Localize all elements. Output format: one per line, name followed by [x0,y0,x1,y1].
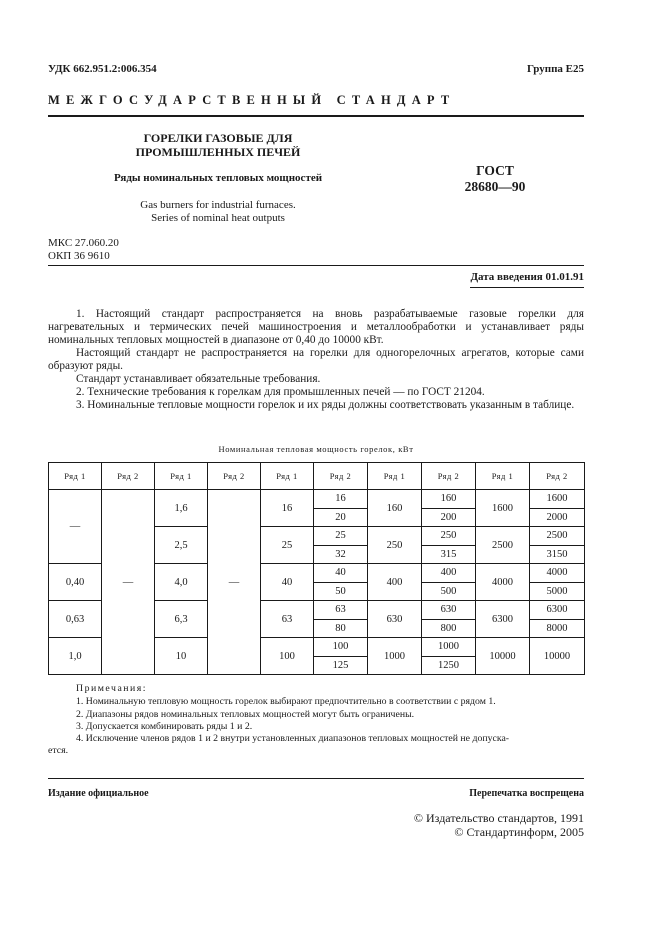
header-cell: Ряд 2 [530,463,585,490]
gost-number: 28680—90 [464,179,526,194]
paragraph-2: Настоящий стандарт не распространяется на горелки для одногорелочных агрегатов, которые сами образуют ряды. [48,347,584,372]
table-cell: 630 [422,601,476,620]
gost-designation [440,163,550,195]
header-cell: Ряд 2 [422,463,476,490]
group-code: Группа Е25 [526,63,584,75]
table-cell: 400 [368,564,422,601]
table-cell: 1,6 [155,490,208,527]
table-cell: 200 [422,508,476,527]
table-cell: 315 [422,545,476,564]
udk-code: УДК 662.951.2:006.354 [48,63,157,75]
table-cell: 1000 [422,638,476,657]
table-cell: 16 [261,490,314,527]
table-cell: 32 [314,545,368,564]
title-line-2: ПРОМЫШЛЕННЫХ ПЕЧЕЙ [135,145,301,159]
table-cell: 5000 [530,582,585,601]
note-1: 1. Номинальную тепловую мощность горелок выбирают предпочтительно в соответствии с рядом 1. [76,696,496,707]
table-cell: 40 [314,564,368,583]
table-cell: — [49,490,102,564]
table-cell: 1250 [422,656,476,675]
copyright-2: © Стандартинформ, 2005 [454,825,584,839]
table-cell: — [102,490,155,675]
table-cell: 160 [422,490,476,509]
table-cell: 100 [314,638,368,657]
intro-date-label: Дата введения [470,271,543,283]
header-cell: Ряд 1 [155,463,208,490]
table-cell: 2,5 [155,527,208,564]
copyright-1: © Издательство стандартов, 1991 [413,811,584,825]
paragraph-1: 1. Настоящий стандарт распространяется на вновь разрабатываемые газовые горелки для нагревательных и термических печей машиностроения и металлообработки и устанавливает ряды номинальных тепловых мощностей в диапазоне от 0,40 до 10000 кВт. [48,308,584,346]
footer-rule [48,778,584,779]
title-line-1: ГОРЕЛКИ ГАЗОВЫЕ ДЛЯ [143,131,293,145]
table-cell: 250 [368,527,422,564]
intro-date [470,271,584,283]
table-caption: Номинальная тепловая мощность горелок, кВт [218,444,414,454]
table-cell: 80 [314,619,368,638]
table-cell: 2000 [530,508,585,527]
okp-code: ОКП 36 9610 [48,250,110,262]
note-4-continued: ется. [48,745,69,756]
table-cell: 10 [155,638,208,675]
paragraph-4: 2. Технические требования к горелкам для промышленных печей — по ГОСТ 21204. [76,386,485,398]
table-cell: 20 [314,508,368,527]
english-title [110,199,326,225]
intro-date-value: 01.01.91 [545,271,584,283]
notes-heading: Примечания: [76,683,148,694]
table-cell: 25 [314,527,368,546]
codes-rule [48,265,584,266]
table-cell: 40 [261,564,314,601]
table-header-row [49,463,585,490]
paragraph-3: Стандарт устанавливает обязательные требования. [76,373,321,385]
english-title-line-2: Series of nominal heat outputs [151,212,285,224]
header-cell: Ряд 2 [314,463,368,490]
table-cell: 25 [261,527,314,564]
note-2: 2. Диапазоны рядов номинальных тепловых мощностей могут быть ограничены. [76,709,415,720]
table-cell: 16 [314,490,368,509]
table-cell: 100 [261,638,314,675]
copyright-block [414,811,584,839]
table-cell: 2500 [530,527,585,546]
table-cell: 0,63 [49,601,102,638]
header-cell: Ряд 1 [49,463,102,490]
header-cell: Ряд 1 [476,463,530,490]
table-row [49,490,585,509]
table-cell: 3150 [530,545,585,564]
reprint-notice: Перепечатка воспрещена [469,788,584,799]
standard-banner: МЕЖГОСУДАРСТВЕННЫЙ СТАНДАРТ [48,93,456,107]
table-cell: 4000 [530,564,585,583]
header-rule [48,115,584,117]
official-edition: Издание официальное [48,788,149,799]
table-cell: 4000 [476,564,530,601]
table-cell: 4,0 [155,564,208,601]
header-cell: Ряд 2 [208,463,261,490]
power-series-table [48,462,585,675]
paragraph-5: 3. Номинальные тепловые мощности горелок и их ряды должны соответствовать указанным в таблице. [76,399,575,411]
title-block [118,131,318,159]
table-cell: 63 [314,601,368,620]
table-cell: 125 [314,656,368,675]
note-3: 3. Допускается комбинировать ряды 1 и 2. [76,721,253,732]
table-cell: 6300 [476,601,530,638]
table-cell: 50 [314,582,368,601]
table-cell: 800 [422,619,476,638]
gost-label: ГОСТ [476,163,514,178]
table-cell: 1600 [530,490,585,509]
table-cell: 250 [422,527,476,546]
table-cell: 1,0 [49,638,102,675]
table-cell: 400 [422,564,476,583]
table-cell: 10000 [476,638,530,675]
header-cell: Ряд 2 [102,463,155,490]
table-cell: 1600 [476,490,530,527]
table-cell: 63 [261,601,314,638]
table-cell: 630 [368,601,422,638]
table-cell: 6,3 [155,601,208,638]
table-cell: — [208,490,261,675]
subtitle: Ряды номинальных тепловых мощностей [113,172,323,184]
header-cell: Ряд 1 [368,463,422,490]
table-cell: 10000 [530,638,585,675]
table-cell: 8000 [530,619,585,638]
table-cell: 2500 [476,527,530,564]
english-title-line-1: Gas burners for industrial furnaces. [140,199,296,211]
table-cell: 500 [422,582,476,601]
table-cell: 160 [368,490,422,527]
table-cell: 1000 [368,638,422,675]
table-cell: 6300 [530,601,585,620]
mks-code: МКС 27.060.20 [48,237,119,249]
classification-codes [48,237,119,263]
note-4: 4. Исключение членов рядов 1 и 2 внутри установленных диапазонов тепловых мощностей не допуска- [76,733,510,744]
intro-date-underline [470,287,584,288]
header-cell: Ряд 1 [261,463,314,490]
table-cell: 0,40 [49,564,102,601]
